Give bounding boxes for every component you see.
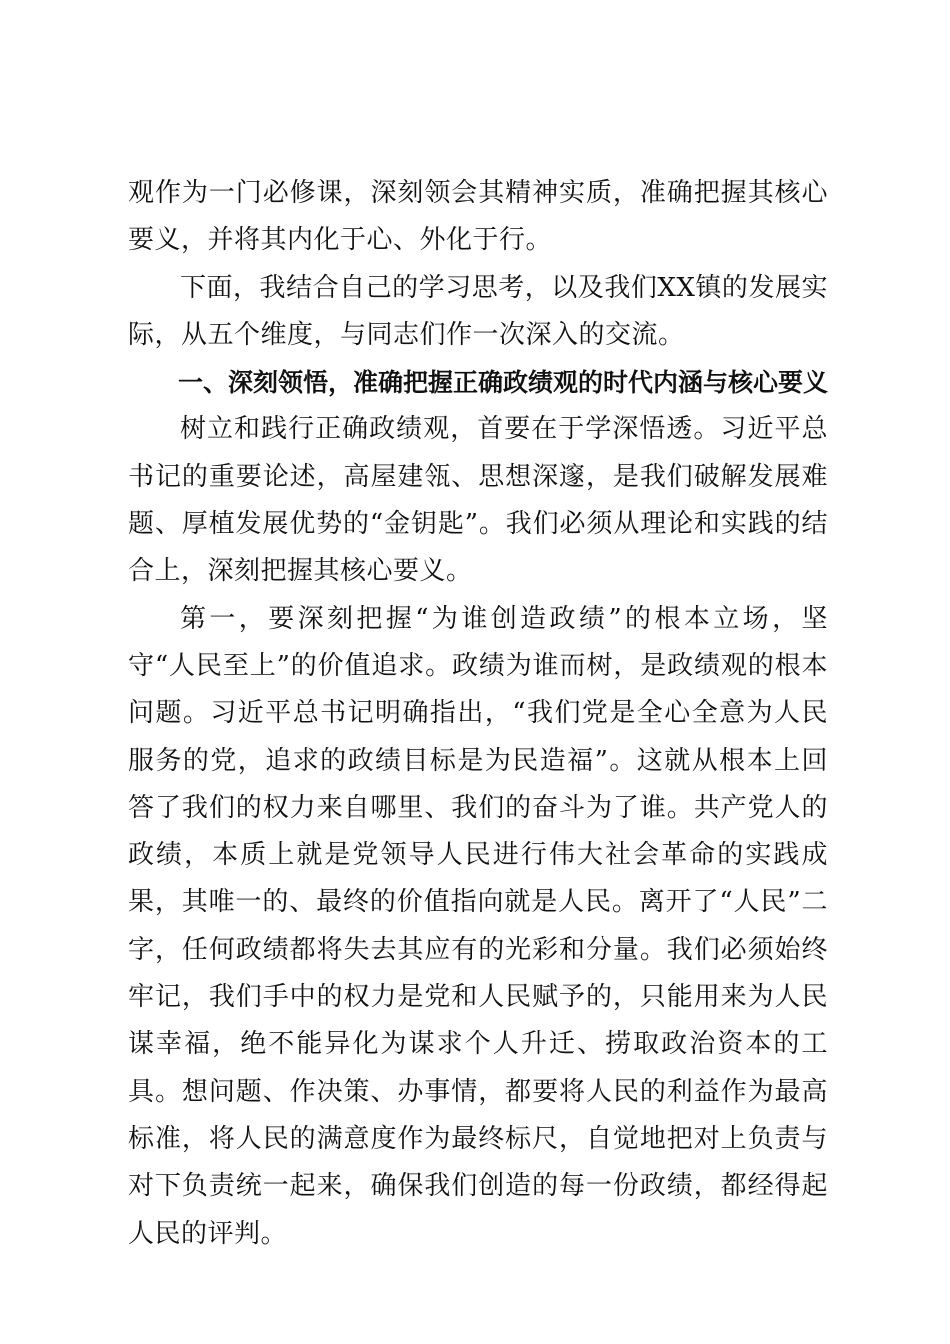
paragraph-section-intro: 树立和践行正确政绩观，首要在于学深悟透。习近平总书记的重要论述，高屋建瓴、思想深邃，是我们破解发展难题、厚植发展优势的“金钥匙”。我们必须从理论和实践的结合上，深刻把握其核心要义。 <box>128 414 828 587</box>
paragraph-introduction: 下面，我结合自己的学习思考，以及我们XX镇的发展实际，从五个维度，与同志们作一次深入的交流。 <box>128 272 828 350</box>
document-body <box>128 170 828 1258</box>
section-heading: 一、深刻领悟，准确把握正确政绩观的时代内涵与核心要义 <box>178 368 829 398</box>
paragraph-point-one: 第一，要深刻把握“为谁创造政绩”的根本立场，坚守“人民至上”的价值追求。政绩为谁而树，是政绩观的根本问题。习近平总书记明确指出，“我们党是全心全意为人民服务的党，追求的政绩目标是为民造福”。这就从根本上回答了我们的权力来自哪里、我们的奋斗为了谁。共产党人的政绩，本质上就是党领导人民进行伟大社会革命的实践成果，其唯一的、最终的价值指向就是人民。离开了“人民”二字，任何政绩都将失去其应有的光彩和分量。我们必须始终牢记，我们手中的权力是党和人民赋予的，只能用来为人民谋幸福，绝不能异化为谋求个人升迁、捞取政治资本的工具。想问题、作决策、办事情，都要将人民的利益作为最高标准，将人民的满意度作为最终标尺，自觉地把对上负责与对下负责统一起来，确保我们创造的每一份政绩，都经得起人民的评判。 <box>128 603 828 1249</box>
paragraph-continuation: 观作为一门必修课，深刻领会其精神实质，准确把握其核心要义，并将其内化于心、外化于行。 <box>128 178 828 256</box>
